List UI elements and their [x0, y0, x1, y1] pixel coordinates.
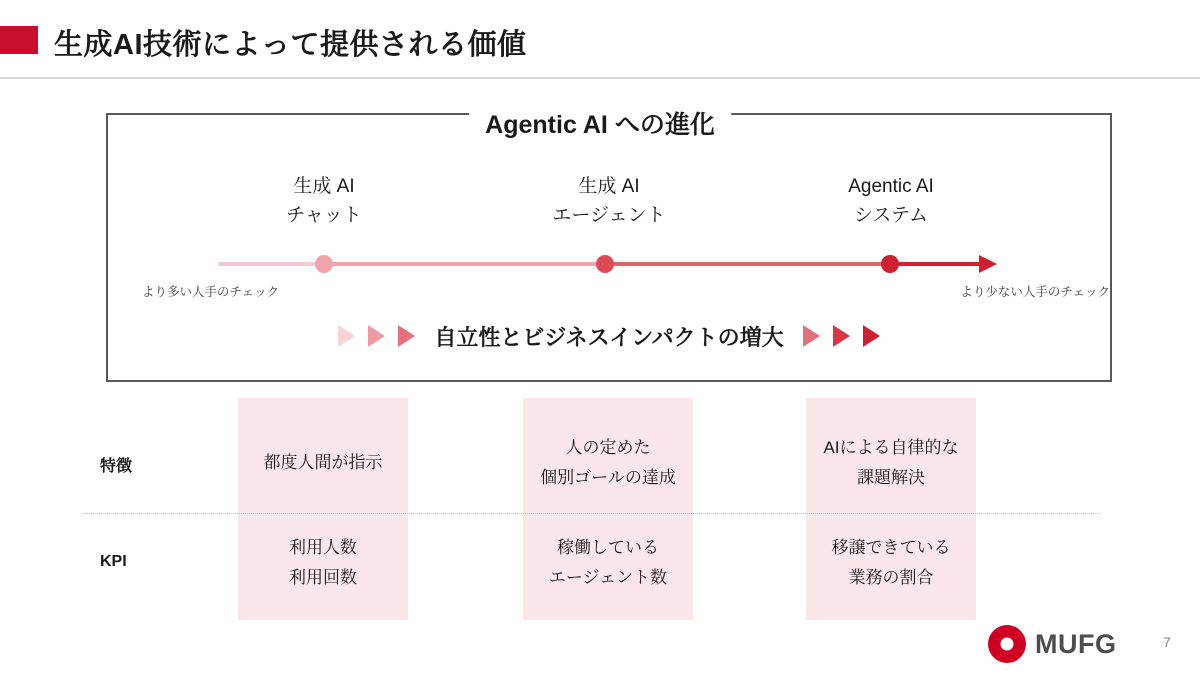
mufg-logo	[988, 625, 1116, 663]
triangle-icon-4	[803, 325, 820, 347]
feature-cell-2-line2: 課題解決	[857, 468, 925, 487]
stage-label-1-line2: エージェント	[552, 205, 666, 226]
stage-label-0-line2: チャット	[286, 205, 362, 226]
kpi-cell-2-line1: 移譲できている	[831, 538, 951, 557]
row-label-kpi: KPI	[100, 553, 127, 570]
stage-label-2	[761, 172, 1021, 230]
axis-note-left: より多い人手のチェック	[142, 285, 280, 299]
header-divider	[0, 77, 1200, 79]
axis-segment-3	[889, 262, 985, 266]
kpi-cell-2-line2: 業務の割合	[848, 568, 934, 587]
axis-arrow-icon	[979, 255, 997, 273]
axis-segment-2	[604, 262, 889, 266]
kpi-cell-1-line1: 稼働している	[557, 538, 659, 557]
kpi-cell-0-line2: 利用回数	[289, 568, 357, 587]
feature-cell-1-line2: 個別ゴールの達成	[540, 468, 676, 487]
feature-cell-1	[493, 433, 723, 493]
axis-segment-1	[323, 262, 604, 266]
feature-cell-1-line1: 人の定めた	[565, 438, 651, 457]
table-row-divider	[82, 513, 1100, 514]
mufg-mark-icon	[988, 625, 1026, 663]
progression-axis	[106, 250, 1112, 300]
axis-marker-2	[881, 255, 899, 273]
evolution-panel-title: Agentic AI への進化	[469, 105, 731, 141]
feature-cell-0	[208, 448, 438, 478]
kpi-cell-0-line1: 利用人数	[289, 538, 357, 557]
feature-cell-2	[776, 433, 1006, 493]
stage-label-0-line1: 生成 AI	[293, 176, 355, 197]
header-accent-bar	[0, 26, 38, 54]
row-label-features: 特徴	[100, 458, 133, 475]
triangle-icon-2	[368, 325, 385, 347]
axis-note-right: より少ない人手のチェック	[960, 285, 1110, 299]
stage-label-2-line2: システム	[853, 205, 929, 226]
triangle-icon-6	[863, 325, 880, 347]
kpi-cell-2	[776, 533, 1006, 593]
feature-cell-2-line1: AIによる自律的な	[823, 438, 959, 457]
stage-label-1-line1: 生成 AI	[578, 176, 640, 197]
feature-cell-0-line1: 都度人間が指示	[263, 453, 383, 472]
page-number: 7	[1163, 634, 1171, 650]
axis-marker-0	[315, 255, 333, 273]
page-title: 生成AI技術によって提供される価値	[54, 29, 527, 61]
mufg-logo-text: MUFG	[1035, 628, 1117, 659]
kpi-cell-1-line2: エージェント数	[548, 568, 668, 587]
stage-label-1	[479, 172, 739, 230]
kpi-cell-1	[493, 533, 723, 593]
triangle-icon-3	[398, 325, 415, 347]
impact-row	[106, 318, 1112, 354]
stage-label-2-line1: Agentic AI	[848, 176, 934, 197]
slide-header	[0, 0, 1200, 78]
kpi-cell-0	[208, 533, 438, 593]
stage-label-row	[106, 172, 1112, 232]
triangle-icon-1	[338, 325, 355, 347]
axis-marker-1	[596, 255, 614, 273]
impact-text: 自立性とビジネスインパクトの増大	[434, 324, 784, 350]
stage-label-0	[194, 172, 454, 230]
triangle-icon-5	[833, 325, 850, 347]
axis-segment-0	[218, 262, 323, 266]
